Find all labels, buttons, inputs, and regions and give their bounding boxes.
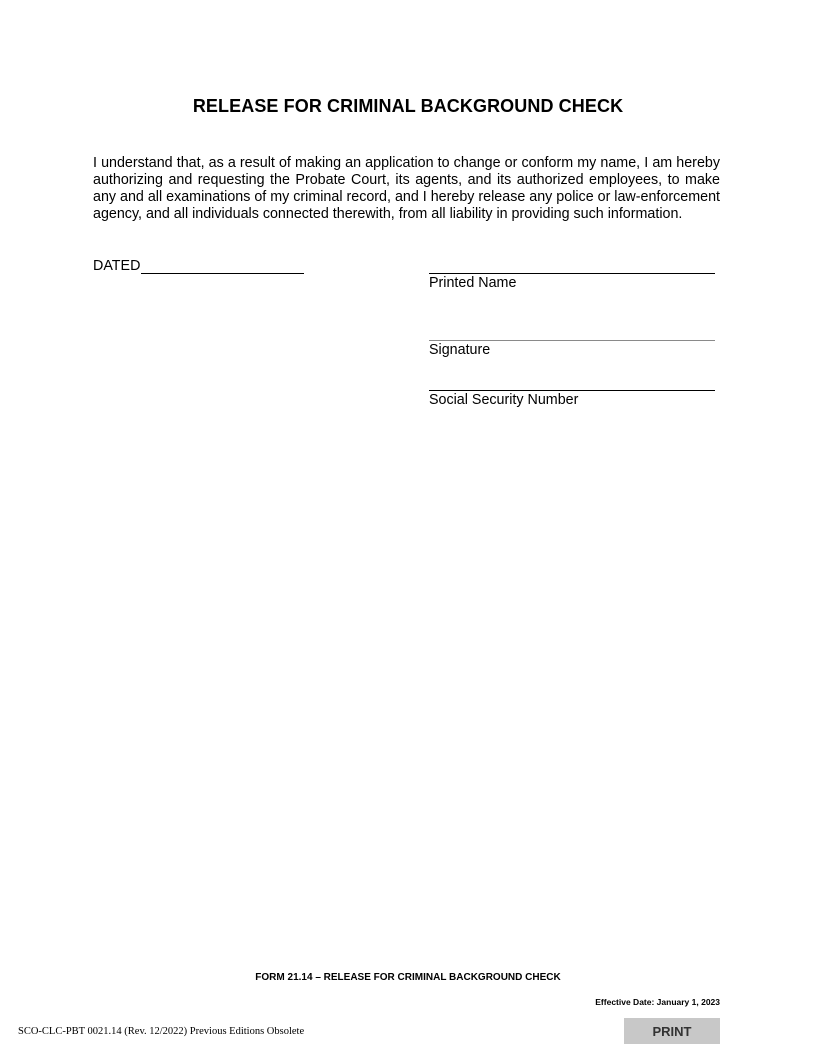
ssn-field [429, 389, 715, 408]
ssn-label: Social Security Number [429, 392, 579, 408]
print-button[interactable]: PRINT [624, 1018, 720, 1044]
printed-name-label: Printed Name [429, 275, 517, 291]
effective-date: Effective Date: January 1, 2023 [595, 997, 720, 1007]
signature-label: Signature [429, 342, 491, 358]
dated-input-line[interactable] [141, 259, 304, 274]
signature-input-line[interactable] [429, 339, 715, 341]
form-footer-title: FORM 21.14 – RELEASE FOR CRIMINAL BACKGROUND CHECK [255, 972, 561, 983]
dated-field [93, 258, 304, 274]
page-title: RELEASE FOR CRIMINAL BACKGROUND CHECK [192, 96, 624, 116]
signature-field [429, 339, 715, 358]
dated-label: DATED [93, 258, 141, 274]
release-statement: I understand that, as a result of making an application to change or conform my name, I am hereby authorizing and requesting the Probate Court, its agents, and its authorized employees, to make any and all examinations of my criminal record, and I hereby release any police or law-enforcement agency, and all individuals connected therewith, from all liability in providing such information. [93, 155, 720, 222]
ssn-input-line[interactable] [429, 389, 715, 391]
form-code: SCO-CLC-PBT 0021.14 (Rev. 12/2022) Previous Editions Obsolete [18, 1026, 305, 1037]
printed-name-input-line[interactable] [429, 272, 715, 274]
printed-name-field [429, 272, 715, 291]
